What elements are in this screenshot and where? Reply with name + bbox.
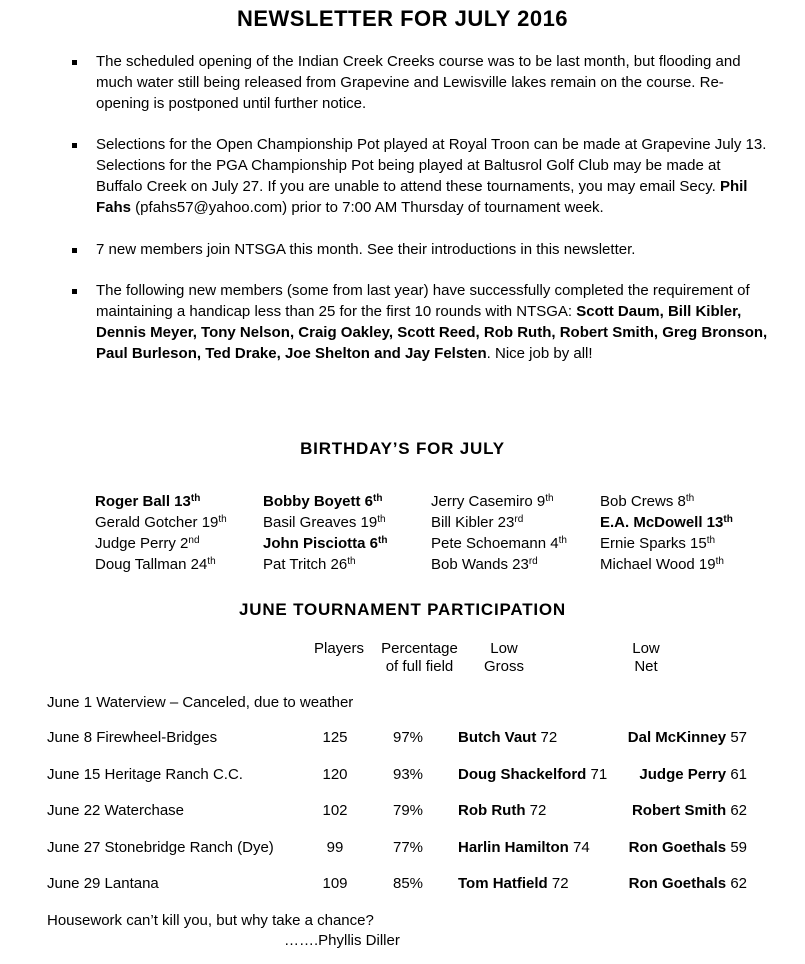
players-count: 109 <box>322 875 348 892</box>
birthday-entry <box>431 554 538 575</box>
birthday-name: Jerry Casemiro 9 <box>431 493 546 510</box>
birthday-name: Basil Greaves 19 <box>263 514 378 531</box>
announcement-item <box>70 52 770 114</box>
birthday-name: Bob Wands 23 <box>431 556 529 573</box>
ordinal-suffix: rd <box>514 514 524 525</box>
low-net-winner <box>629 875 747 892</box>
ordinal-suffix: th <box>347 556 356 567</box>
birthday-name: Ernie Sparks 15 <box>600 535 707 552</box>
net-score: 57 <box>730 729 747 746</box>
birthday-name: Pat Tritch 26 <box>263 556 348 573</box>
birthdays-heading: BIRTHDAY’S FOR JULY <box>300 439 505 458</box>
birthday-name: Roger Ball 13 <box>95 493 191 510</box>
birthday-entry <box>95 512 227 533</box>
birthday-name: Bob Crews 8 <box>600 493 686 510</box>
net-winner-name: Ron Goethals <box>628 839 727 856</box>
new-member-names: Scott Daum, Bill Kibler, Dennis Meyer, Tony Nelson, Craig Oakley, Scott Reed, Rob Ruth, Robert Smith, Greg Bronson, Paul Burleson, Ted Drake, Joe Shelton and Jay Felsten <box>96 303 768 362</box>
field-percentage: 85% <box>392 875 424 892</box>
quote-author: …….Phyllis Diller <box>284 932 400 949</box>
gross-winner-name: Harlin Hamilton <box>458 839 569 856</box>
ordinal-suffix: th <box>558 535 567 546</box>
birthday-name: Judge Perry 2 <box>95 535 189 552</box>
header-low-net: Low Net <box>632 640 660 675</box>
announcement-text: Selections for the Open Championship Pot played at Royal Troon can be made at Grapevine July 13. Selections for the PGA Championship Pot being played at Baltusrol Golf Club may be made at Buffalo Creek on July 27. If you are unable to attend these tournaments, you may email Secy. <box>96 136 767 195</box>
birthday-entry <box>263 533 387 554</box>
gross-score: 72 <box>529 802 547 819</box>
announcement-item <box>70 281 770 364</box>
low-gross-winner <box>458 766 607 783</box>
event-name: June 22 Waterchase <box>47 802 185 819</box>
low-gross-winner <box>458 729 557 746</box>
low-net-winner <box>632 802 747 819</box>
header-low-gross: Low Gross <box>483 640 524 675</box>
header-percentage: Percentage of full field <box>381 640 458 675</box>
birthday-name: E.A. McDowell 13 <box>600 514 724 531</box>
field-percentage: 77% <box>392 839 424 856</box>
birthday-entry <box>95 554 216 575</box>
ordinal-suffix: th <box>207 556 216 567</box>
gross-winner-name: Butch Vaut <box>458 729 537 746</box>
newsletter-title: NEWSLETTER FOR JULY 2016 <box>236 6 569 31</box>
net-score: 61 <box>730 766 747 783</box>
canceled-event: June 1 Waterview – Canceled, due to weather <box>47 694 354 711</box>
low-net-winner <box>639 766 747 783</box>
event-name: June 29 Lantana <box>47 875 159 892</box>
birthday-entry <box>95 491 200 512</box>
players-count: 120 <box>322 766 348 783</box>
birthday-entry <box>600 512 733 533</box>
field-percentage: 97% <box>392 729 424 746</box>
gross-score: 74 <box>573 839 590 856</box>
birthday-entry <box>600 491 694 512</box>
ordinal-suffix: rd <box>528 556 538 567</box>
net-winner-name: Judge Perry <box>639 766 727 783</box>
low-gross-winner <box>458 875 569 892</box>
birthday-name: Pete Schoemann 4 <box>431 535 559 552</box>
field-percentage: 79% <box>392 802 424 819</box>
ordinal-suffix: th <box>706 535 716 546</box>
birthday-entry <box>263 512 386 533</box>
players-count: 102 <box>322 802 348 819</box>
low-net-winner <box>629 839 747 856</box>
birthday-name: Gerald Gotcher 19 <box>95 514 219 531</box>
gross-winner-name: Tom Hatfield <box>458 875 548 892</box>
event-name: June 15 Heritage Ranch C.C. <box>47 766 243 783</box>
birthday-entry <box>263 491 382 512</box>
announcement-item <box>70 240 770 261</box>
tournament-heading: JUNE TOURNAMENT PARTICIPATION <box>239 600 566 619</box>
event-name: June 8 Firewheel-Bridges <box>47 729 218 746</box>
net-score: 59 <box>730 839 747 856</box>
ordinal-suffix: th <box>723 514 733 525</box>
net-winner-name: Ron Goethals <box>628 875 727 892</box>
gross-winner-name: Doug Shackelford <box>458 766 587 783</box>
birthday-name: Bill Kibler 23 <box>431 514 515 531</box>
net-winner-name: Dal McKinney <box>627 729 727 746</box>
net-score: 62 <box>730 875 747 892</box>
field-percentage: 93% <box>392 766 424 783</box>
quote-text: Housework can’t kill you, but why take a chance? <box>47 912 374 929</box>
announcement-text: The scheduled opening of the Indian Creek Creeks course was to be last month, but flooding and much water still being released from Grapevine and Lewisville lakes remain on the course. Re-opening is postponed until further notice. <box>96 53 741 112</box>
birthday-name: Doug Tallman 24 <box>95 556 208 573</box>
announcement-text: (pfahs57@yahoo.com) prior to 7:00 AM Thursday of tournament week. <box>131 198 604 216</box>
low-gross-winner <box>458 839 590 856</box>
announcement-text: . Nice job by all! <box>486 344 593 362</box>
birthday-entry <box>600 554 724 575</box>
birthday-entry <box>431 533 567 554</box>
gross-score: 72 <box>551 875 569 892</box>
announcement-text: 7 new members join NTSGA this month. See their introductions in this newsletter. <box>96 240 636 258</box>
ordinal-suffix: th <box>545 493 554 504</box>
ordinal-suffix: th <box>378 535 388 546</box>
gross-winner-name: Rob Ruth <box>458 802 526 819</box>
birthday-name: Michael Wood 19 <box>600 556 716 573</box>
net-winner-name: Robert Smith <box>631 802 727 819</box>
ordinal-suffix: nd <box>188 535 200 546</box>
ordinal-suffix: th <box>715 556 724 567</box>
ordinal-suffix: th <box>218 514 227 525</box>
birthday-name: John Pisciotta 6 <box>263 535 379 552</box>
announcement-item <box>70 135 770 218</box>
gross-score: 72 <box>540 729 558 746</box>
ordinal-suffix: th <box>373 493 383 504</box>
birthday-entry <box>431 491 554 512</box>
event-name: June 27 Stonebridge Ranch (Dye) <box>47 839 274 856</box>
announcement-text: The following new members (some from last year) have successfully completed the requirement of maintaining a handicap less than 25 for the first 10 rounds with NTSGA: <box>96 282 750 321</box>
players-count: 99 <box>326 839 344 856</box>
low-gross-winner <box>458 802 546 819</box>
secretary-name: Phil Fahs <box>96 177 748 216</box>
birthday-entry <box>95 533 200 554</box>
announcement-list <box>70 52 770 386</box>
net-score: 62 <box>730 802 747 819</box>
ordinal-suffix: th <box>190 493 201 504</box>
gross-score: 71 <box>590 766 608 783</box>
ordinal-suffix: th <box>685 493 695 504</box>
players-count: 125 <box>322 729 348 746</box>
header-players: Players <box>313 640 365 657</box>
birthday-entry <box>600 533 715 554</box>
birthday-entry <box>431 512 523 533</box>
ordinal-suffix: th <box>377 514 386 525</box>
birthday-entry <box>263 554 356 575</box>
low-net-winner <box>628 729 747 746</box>
birthday-name: Bobby Boyett 6 <box>263 493 374 510</box>
